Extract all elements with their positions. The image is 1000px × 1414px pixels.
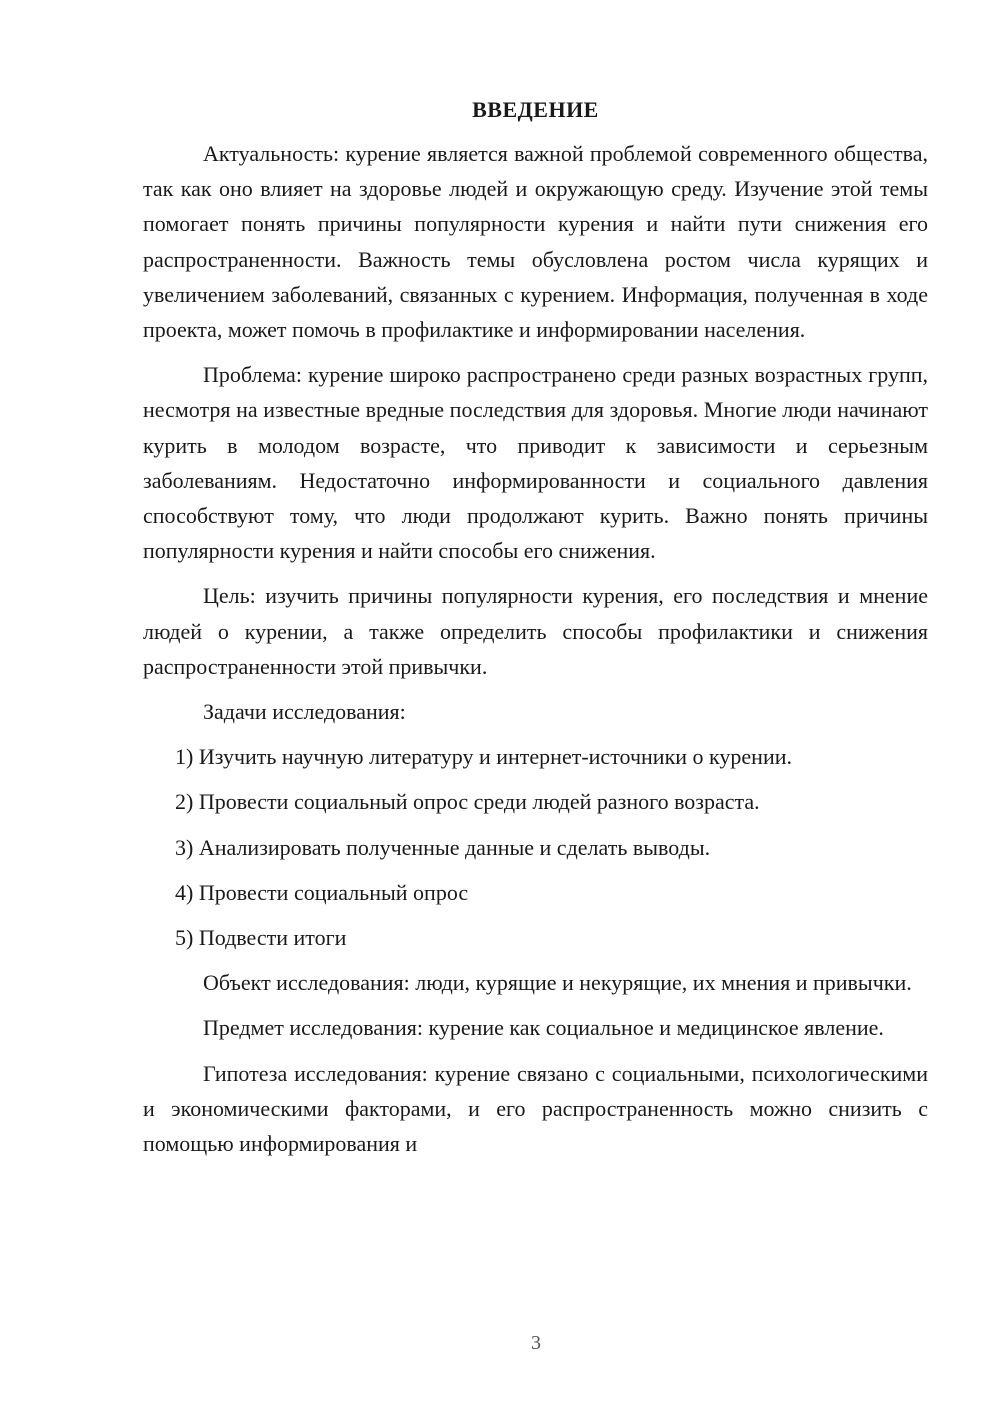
problem-paragraph: Проблема: курение широко распространено среди разных возрастных групп, несмотря на известные вредные последствия для здоровья. Многие люди начинают курить в молодом возрасте, что приводит к зависимости и серьезным заболеваниям. Недостаточно информированности и социального давления способствуют тому, что люди продолжают курить. Важно понять причины популярности курения и найти способы его снижения. — [143, 362, 928, 564]
task-item-3: 3) Анализировать полученные данные и сделать выводы. — [175, 834, 711, 860]
object-paragraph: Объект исследования: люди, курящие и некурящие, их мнения и привычки. — [203, 970, 912, 996]
hypothesis-paragraph: Гипотеза исследования: курение связано с социальными, психологическими и экономическими факторами, и его распространенность можно снизить с помощью информирования и — [143, 1060, 928, 1157]
page-title: ВВЕДЕНИЕ — [472, 97, 599, 122]
document-page — [143, 92, 928, 1171]
tasks-list — [143, 739, 928, 955]
goal-paragraph: Цель: изучить причины популярности курения, его последствия и мнение людей о курении, а также определить способы профилактики и снижения распространенности этой привычки. — [143, 583, 928, 679]
task-item-5: 5) Подвести итоги — [175, 925, 347, 951]
task-item-4: 4) Провести социальный опрос — [175, 879, 469, 905]
page-number: 3 — [531, 1332, 541, 1354]
task-item-1: 1) Изучить научную литературу и интернет-источники о курении. — [175, 744, 792, 770]
relevance-paragraph: Актуальность: курение является важной проблемой современного общества, так как оно влияет на здоровье людей и окружающую среду. Изучение этой темы помогает понять причины популярности курения и найти пути снижения его распространенности. Важность темы обусловлена ростом числа курящих и увеличением заболеваний, связанных с курением. Информация, полученная в ходе проекта, может помочь в профилактике и информировании населения. — [143, 141, 928, 343]
tasks-heading: Задачи исследования: — [203, 699, 406, 725]
subject-paragraph: Предмет исследования: курение как социальное и медицинское явление. — [203, 1015, 884, 1041]
task-item-2: 2) Провести социальный опрос среди людей разного возраста. — [175, 789, 760, 815]
